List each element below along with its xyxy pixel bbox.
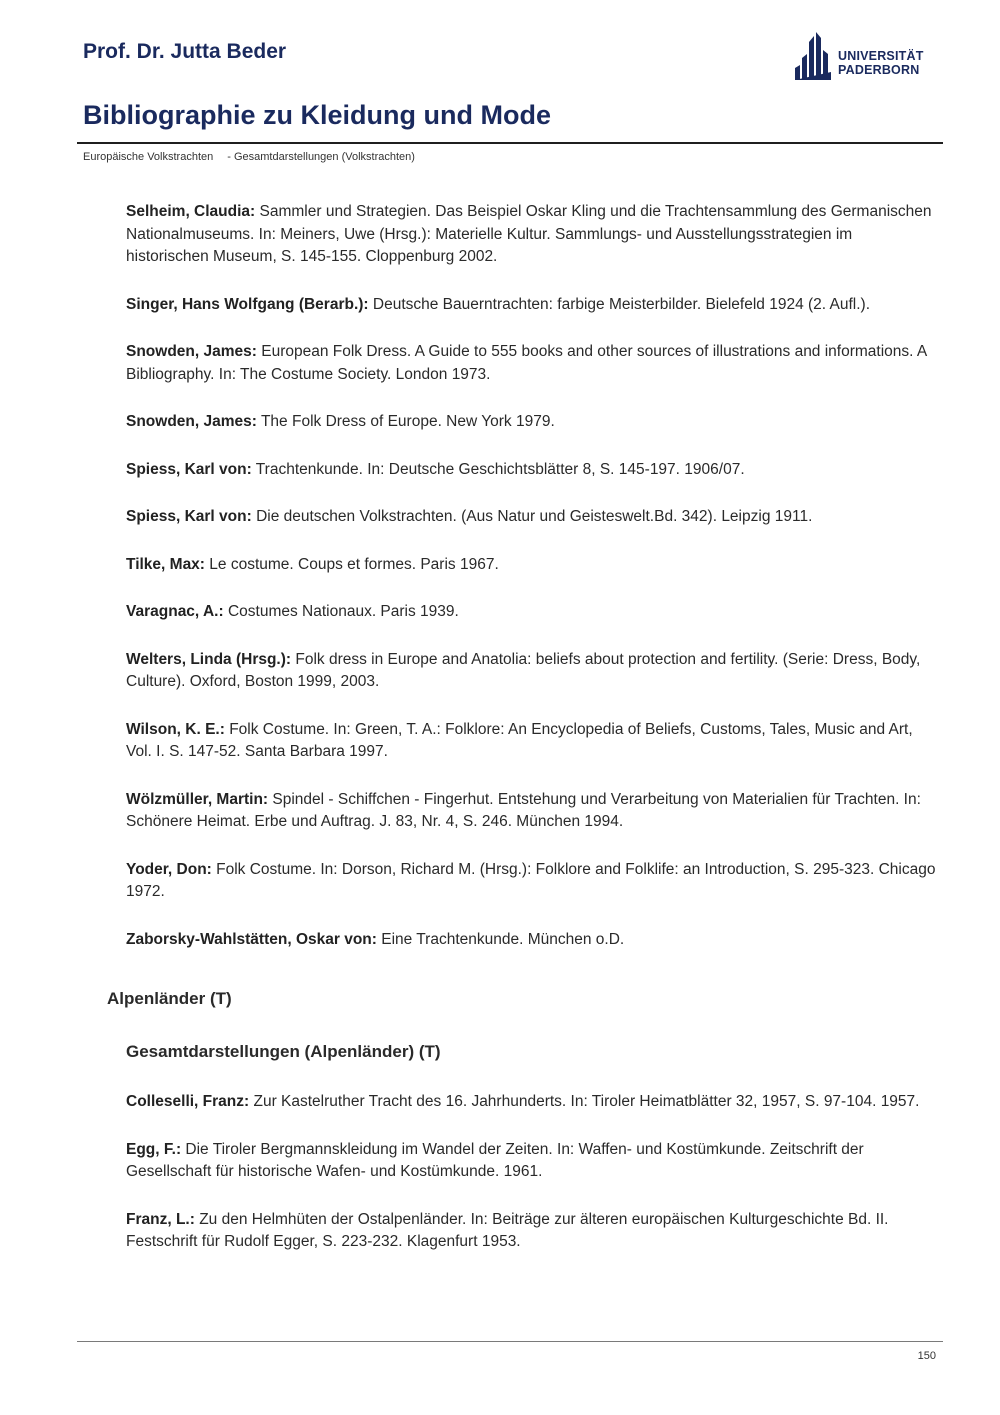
bibliography-list: [126, 201, 938, 976]
entry-text: Folk Costume. In: Dorson, Richard M. (Hrsg.): Folklore and Folklife: an Introduction, S. 295-323. Chicago 1972.: [126, 860, 936, 900]
footer-divider: [77, 1341, 943, 1342]
bibliography-entry: [126, 649, 938, 694]
subsection-heading: Gesamtdarstellungen (Alpenländer) (T): [126, 1042, 441, 1061]
entry-text: The Folk Dress of Europe. New York 1979.: [256, 413, 555, 430]
entry-text: Sammler und Strategien. Das Beispiel Oskar Kling und die Trachtensammlung des Germanischen Nationalmuseums. In: Meiners, Uwe (Hrsg.): Materielle Kultur. Sammlungs- und Ausstellungsstrategien im historischen Museum, S. 145-155. Cloppenburg 2002.: [126, 203, 932, 265]
bibliography-entry: [126, 1139, 938, 1184]
page-number: 150: [917, 1350, 936, 1362]
entry-author: Colleselli, Franz:: [126, 1093, 250, 1110]
bibliography-entry: [126, 341, 938, 386]
entry-text: Zur Kastelruther Tracht des 16. Jahrhunderts. In: Tiroler Heimatblätter 32, 1957, S. 97-104. 1957.: [249, 1093, 920, 1110]
entry-author: Snowden, James:: [126, 343, 257, 360]
entry-text: Spindel - Schiffchen - Fingerhut. Entstehung und Verarbeitung von Materialien für Trachten. In: Schönere Heimat. Erbe und Auftrag. J. 83, Nr. 4, S. 246. München 1994.: [126, 790, 921, 830]
entry-text: Die Tiroler Bergmannskleidung im Wandel der Zeiten. In: Waffen- und Kostümkunde. Zeitschrift der Gesellschaft für historische Wafen- und Kostümkunde. 1961.: [126, 1140, 864, 1180]
entry-author: Singer, Hans Wolfgang (Berarb.):: [126, 295, 369, 313]
entry-text: Folk dress in Europe and Anatolia: beliefs about protection and fertility. (Serie: Dress, Body, Culture). Oxford, Boston 1999, 2003.: [126, 650, 921, 690]
entry-author: Snowden, James:: [126, 413, 257, 430]
document-author: Prof. Dr. Jutta Beder: [83, 40, 287, 63]
bibliography-entry: [126, 601, 938, 624]
section-heading: Alpenländer (T): [107, 989, 232, 1008]
bibliography-entry: [126, 719, 938, 764]
bibliography-entry: [126, 506, 938, 529]
entry-text: Die deutschen Volkstrachten. (Aus Natur und Geisteswelt.Bd. 342). Leipzig 1911.: [251, 508, 813, 525]
entry-author: Zaborsky-Wahlstätten, Oskar von:: [126, 930, 377, 948]
entry-text: Deutsche Bauerntrachten: farbige Meisterbilder. Bielefeld 1924 (2. Aufl.).: [368, 295, 871, 313]
entry-text: Eine Trachtenkunde. München o.D.: [376, 930, 625, 948]
entry-author: Wölzmüller, Martin:: [126, 790, 269, 808]
bibliography-list-alpenlaender: [126, 1091, 938, 1279]
entry-text: Folk Costume. In: Green, T. A.: Folklore: An Encyclopedia of Beliefs, Customs, Tales, Music and Art, Vol. I. S. 147-52. Santa Barbara 1997.: [126, 720, 913, 760]
entry-author: Welters, Linda (Hrsg.):: [126, 650, 292, 668]
header-divider: [77, 142, 943, 144]
entry-text: Costumes Nationaux. Paris 1939.: [223, 603, 459, 620]
breadcrumb-part-1: Europäische Volkstrachten: [83, 151, 214, 163]
entry-text: European Folk Dress. A Guide to 555 books and other sources of illustrations and informations. A Bibliography. In: The Costume Society. London 1973.: [126, 343, 927, 383]
bibliography-entry: [126, 789, 938, 834]
bibliography-entry: [126, 1091, 938, 1114]
breadcrumb: [83, 151, 415, 163]
entry-text: Trachtenkunde. In: Deutsche Geschichtsblätter 8, S. 145-197. 1906/07.: [251, 460, 745, 478]
entry-author: Wilson, K. E.:: [126, 720, 225, 738]
bibliography-entry: [126, 201, 938, 269]
bibliography-entry: [126, 859, 938, 904]
entry-text: Zu den Helmhüten der Ostalpenländer. In: Beiträge zur älteren europäischen Kulturgeschichte Bd. II. Festschrift für Rudolf Egger, S. 223-232. Klagenfurt 1953.: [126, 1210, 889, 1250]
entry-author: Yoder, Don:: [126, 860, 212, 878]
bibliography-entry: [126, 411, 938, 434]
document-title: Bibliographie zu Kleidung und Mode: [83, 100, 551, 130]
entry-author: Tilke, Max:: [126, 555, 205, 573]
university-building-logo-icon: [795, 32, 831, 80]
entry-author: Spiess, Karl von:: [126, 508, 252, 525]
entry-author: Franz, L.:: [126, 1210, 195, 1228]
logo-line-1: UNIVERSITÄT: [838, 49, 924, 63]
entry-text: Le costume. Coups et formes. Paris 1967.: [204, 555, 499, 573]
breadcrumb-part-2: - Gesamtdarstellungen (Volkstrachten): [227, 151, 415, 163]
entry-author: Egg, F.:: [126, 1140, 182, 1158]
bibliography-entry: [126, 554, 938, 577]
bibliography-entry: [126, 459, 938, 482]
bibliography-entry: [126, 929, 938, 952]
university-logo: [795, 32, 945, 80]
entry-author: Varagnac, A.:: [126, 603, 224, 620]
entry-author: Selheim, Claudia:: [126, 203, 256, 220]
bibliography-entry: [126, 1209, 938, 1254]
logo-line-2: PADERBORN: [838, 63, 920, 77]
entry-author: Spiess, Karl von:: [126, 460, 252, 478]
bibliography-entry: [126, 294, 938, 317]
university-logo-text: [838, 49, 924, 77]
